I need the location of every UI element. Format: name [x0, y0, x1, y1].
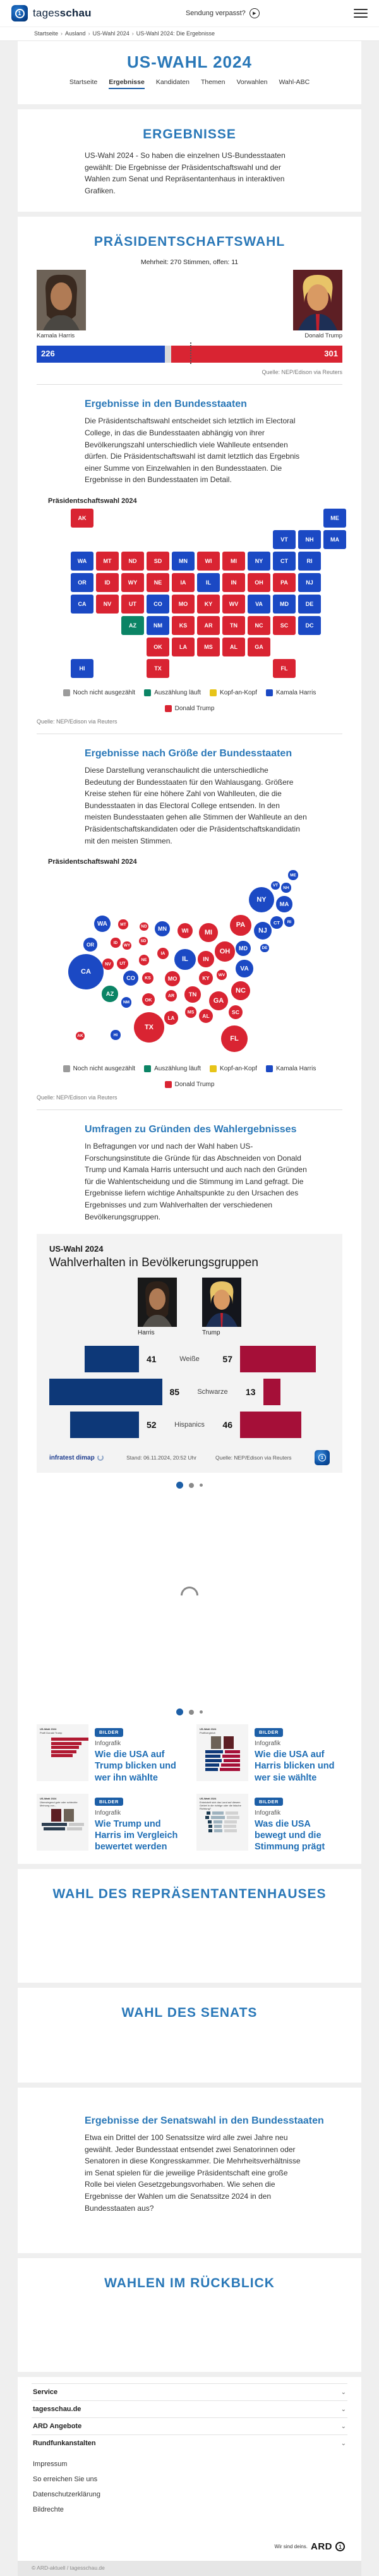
state-bubble-MI[interactable]: MI	[199, 923, 217, 941]
chevron-down-icon: ⌄	[340, 2440, 346, 2447]
state-DE[interactable]: DE	[298, 595, 321, 614]
state-MA[interactable]: MA	[323, 530, 346, 549]
harris-value: 41	[147, 1354, 157, 1365]
chevron-down-icon: ⌄	[340, 2422, 346, 2430]
size-intro: Diese Darstellung veranschaulicht die unterschiedliche Bedeutung der Bundesstaaten für den Wahlausgang. Größere Kreise stehen für eine höhere Zahl von Wahlleuten, die die Bundesstaaten in das Electoral College entsenden. In den meisten Bundesstaaten gehen alle Stimmen der Wahlleute an den Präsidentschaftskandidaten oder die Präsidentschaftskandidatin mit den meisten Stimmen.	[85, 765, 307, 845]
legend-item: Donald Trump	[165, 705, 215, 712]
state-bubble-ID[interactable]: ID	[111, 938, 120, 947]
ergebnisse-intro: US-Wahl 2024 - So haben die einzelnen US-Bundesstaaten gewählt: Die Ergebnisse der Präsidentschaftswahl und der Wahlen zum Senat und Repräsentantenhaus in interaktiven Grafiken.	[85, 151, 286, 195]
state-bubble-KY[interactable]: KY	[199, 971, 212, 984]
state-bubble-NE[interactable]: NE	[139, 955, 150, 965]
state-FL[interactable]: FL	[273, 659, 296, 678]
teaser-kicker: Infografik	[255, 1809, 281, 1817]
top-bar	[0, 0, 379, 27]
polls-intro: In Befragungen vor und nach der Wahl haben US-Forschungsinstitute die Gründe für das Abschneiden von Donald Trump und Kamala Harris untersucht und auch nach den Gründen für die Wahlentscheidung und die Stimmung im Land gefragt. Die Ergebnisse liefern wichtige Anhaltspunkte zu den Ursachen des Ergebnisses und zum Wahlverhalten der verschiedenen Bevölkerungsgruppen.	[85, 1142, 307, 1221]
state-bubble-LA[interactable]: LA	[164, 1011, 177, 1024]
breadcrumb-item[interactable]: Startseite	[34, 30, 59, 37]
state-bubble-UT[interactable]: UT	[117, 958, 129, 970]
state-VA[interactable]: VA	[248, 595, 270, 614]
carousel-dot[interactable]	[189, 1483, 194, 1488]
electoral-bar[interactable]	[37, 346, 342, 363]
trump-thumb-label: Trump	[202, 1329, 220, 1337]
state-SD[interactable]: SD	[147, 552, 169, 571]
state-CT[interactable]: CT	[273, 552, 296, 571]
senat-section	[18, 1988, 361, 2083]
trump-segment	[171, 346, 342, 363]
harris-value: 85	[169, 1387, 180, 1398]
state-OH[interactable]: OH	[248, 573, 270, 592]
state-UT[interactable]: UT	[121, 595, 144, 614]
state-MT[interactable]: MT	[96, 552, 119, 571]
loading-area	[37, 1491, 342, 1700]
state-MO[interactable]: MO	[172, 595, 195, 614]
bubble-chart-label: Präsidentschaftswahl 2024	[48, 858, 137, 866]
bilder-badge: BILDER	[255, 1728, 283, 1737]
state-IN[interactable]: IN	[222, 573, 245, 592]
legend-item: Kamala Harris	[266, 689, 316, 696]
state-bubble-NC[interactable]: NC	[231, 981, 250, 1000]
demo-category: Weiße	[179, 1355, 200, 1364]
teaser-item-4[interactable]	[196, 1794, 342, 1853]
state-bubble-NM[interactable]: NM	[121, 997, 132, 1008]
map-chart-label: Präsidentschaftswahl 2024	[48, 497, 137, 505]
bubble-legend	[37, 1065, 342, 1088]
carousel-dot-active[interactable]	[176, 1482, 183, 1489]
bubble-source: Quelle: NEP/Edison via Reuters	[37, 1094, 117, 1101]
state-VT[interactable]: VT	[273, 530, 296, 549]
trump-name: Donald Trump	[304, 332, 342, 340]
footer-link[interactable]: Bildrechte	[33, 2506, 64, 2513]
state-bubble-HI[interactable]: HI	[111, 1030, 120, 1039]
map-legend	[37, 689, 342, 712]
teaser-thumbnail: US-Wahl 2024 Entwickelt sich das Land auf diesem Gebiet in die richtige oder die falsche Richtung?	[196, 1794, 248, 1851]
repraesentantenhaus-section	[18, 1869, 361, 1983]
state-PA[interactable]: PA	[273, 573, 296, 592]
state-bubble-OK[interactable]: OK	[142, 993, 155, 1006]
carousel-dot[interactable]	[200, 1710, 203, 1714]
demo-category: Schwarze	[197, 1388, 228, 1396]
legend-item: Donald Trump	[165, 1081, 215, 1088]
tab-themen[interactable]: Themen	[200, 78, 226, 86]
states-intro: Die Präsidentschaftswahl entscheidet sich letztlich im Electoral College, in das die Bundesstaaten abhängig von ihrer Bevölkerungszahl unterschiedlich viele Wahlleute entsenden dürfen. Die Präsidentschaftswahl ist damit letztlich das Ergebnis einer Summe von Einzelwahlen in den Bundesstaaten. Die Ergebnisse in den Bundesstaaten im Detail.	[85, 416, 300, 485]
brand-wordmark[interactable]: tagesschau	[33, 7, 92, 19]
state-bubble-DE[interactable]: DE	[260, 944, 268, 952]
us-states-map[interactable]	[71, 509, 349, 683]
states-heading: Ergebnisse in den Bundesstaaten	[85, 399, 247, 410]
state-bubble-OH[interactable]: OH	[215, 941, 234, 961]
state-CA[interactable]: CA	[71, 595, 93, 614]
open-segment	[165, 346, 171, 363]
trump-portrait-image	[293, 270, 342, 330]
bilder-badge: BILDER	[95, 1798, 123, 1806]
state-bubble-ME[interactable]: ME	[288, 870, 298, 880]
breadcrumb-item[interactable]: US-Wahl 2024	[92, 30, 129, 37]
footer-accordion-tagesschau-de[interactable]: tagesschau.de ⌄	[32, 2400, 347, 2417]
size-heading: Ergebnisse nach Größe der Bundesstaaten	[85, 747, 292, 759]
tab-startseite[interactable]: Startseite	[69, 78, 98, 86]
tagesschau-logo-icon[interactable]: 1	[11, 5, 28, 21]
ard-logo-text: ARD	[311, 2541, 332, 2552]
repraesentantenhaus-title: WAHL DES REPRÄSENTANTENHAUSES	[52, 1887, 327, 1901]
state-ID[interactable]: ID	[96, 573, 119, 592]
demo-category: Hispanics	[174, 1421, 205, 1429]
harris-bar	[70, 1412, 139, 1438]
state-bubble-FL[interactable]: FL	[221, 1025, 248, 1052]
state-bubble-MS[interactable]: MS	[185, 1007, 197, 1019]
source-note: Quelle: NEP/Edison via Reuters	[262, 369, 342, 376]
footer-link[interactable]: So erreichen Sie uns	[33, 2476, 98, 2483]
state-SC[interactable]: SC	[273, 616, 296, 635]
section-tabs	[37, 78, 342, 93]
state-NY[interactable]: NY	[248, 552, 270, 571]
harris-thumb-label: Harris	[138, 1329, 155, 1337]
tab-ergebnisse[interactable]: Ergebnisse	[109, 78, 145, 89]
footer-link[interactable]: Impressum	[33, 2460, 68, 2468]
legend-item: Noch nicht ausgezählt	[63, 1065, 135, 1072]
ergebnisse-title: ERGEBNISSE	[143, 127, 236, 142]
footer-accordion-service[interactable]: Service ⌄	[32, 2383, 347, 2400]
state-AL[interactable]: AL	[222, 638, 245, 656]
legend-item: Auszählung läuft	[144, 689, 201, 696]
state-IL[interactable]: IL	[197, 573, 220, 592]
ard-brand	[32, 2520, 347, 2561]
legend-item: Kamala Harris	[266, 1065, 316, 1072]
trump-bar	[263, 1379, 280, 1405]
state-RI[interactable]: RI	[298, 552, 321, 571]
teaser-item-2[interactable]	[196, 1724, 342, 1783]
trump-thumb-photo	[202, 1278, 241, 1336]
rueckblick-title: WAHLEN IM RÜCKBLICK	[104, 2276, 275, 2290]
trump-photo	[293, 270, 342, 339]
teaser-item-3[interactable]	[37, 1794, 183, 1853]
teaser-thumbnail: US-Wahl 2024 Profil Donald Trump	[37, 1724, 88, 1781]
ard-one-icon: 1	[335, 2542, 345, 2551]
state-bubble-IL[interactable]: IL	[174, 949, 195, 970]
state-bubble-SC[interactable]: SC	[229, 1005, 243, 1020]
teaser-thumbnail: US-Wahl 2024 Überwiegend gute oder schlechte Meinung von...	[37, 1794, 88, 1851]
state-bubble-CT[interactable]: CT	[270, 916, 283, 929]
state-bubble-AR[interactable]: AR	[165, 990, 177, 1002]
state-bubble-MA[interactable]: MA	[276, 896, 292, 912]
demographics-chart	[49, 1343, 330, 1441]
state-NJ[interactable]: NJ	[298, 573, 321, 592]
carousel-dot[interactable]	[189, 1710, 194, 1715]
harris-photo	[37, 270, 86, 339]
state-bubble-PA[interactable]: PA	[230, 915, 251, 936]
state-HI[interactable]: HI	[71, 659, 93, 678]
state-bubble-KS[interactable]: KS	[142, 972, 154, 984]
copyright-bar: © ARD-aktuell / tagesschau.de	[18, 2561, 361, 2576]
state-MS[interactable]: MS	[197, 638, 220, 656]
state-NV[interactable]: NV	[96, 595, 119, 614]
state-TN[interactable]: TN	[222, 616, 245, 635]
rueckblick-section	[18, 2258, 361, 2372]
state-bubble-WA[interactable]: WA	[94, 916, 111, 932]
map-source: Quelle: NEP/Edison via Reuters	[37, 718, 117, 725]
majority-marker	[190, 342, 191, 364]
state-bubble-WV[interactable]: WV	[217, 970, 226, 979]
harris-name: Kamala Harris	[37, 332, 75, 340]
page-title: US-WAHL 2024	[127, 52, 252, 71]
chevron-down-icon: ⌄	[340, 2405, 346, 2413]
demo-row-Schwarze	[49, 1376, 330, 1408]
state-bubble-GA[interactable]: GA	[209, 991, 228, 1010]
state-bubble-WI[interactable]: WI	[177, 923, 193, 938]
state-bubble-OR[interactable]: OR	[83, 938, 97, 951]
state-NC[interactable]: NC	[248, 616, 270, 635]
state-NE[interactable]: NE	[147, 573, 169, 592]
legend-item: Auszählung läuft	[144, 1065, 201, 1072]
state-bubble-CA[interactable]: CA	[68, 954, 104, 989]
state-MI[interactable]: MI	[222, 552, 245, 571]
state-bubble-AZ[interactable]: AZ	[102, 986, 117, 1001]
teaser-grid	[37, 1724, 342, 1853]
state-CO[interactable]: CO	[147, 595, 169, 614]
state-WY[interactable]: WY	[121, 573, 144, 592]
chevron-down-icon: ⌄	[340, 2388, 346, 2396]
harris-segment	[37, 346, 165, 363]
state-KS[interactable]: KS	[172, 616, 195, 635]
loading-spinner-icon	[177, 1583, 202, 1608]
state-NH[interactable]: NH	[298, 530, 321, 549]
state-TX[interactable]: TX	[147, 659, 169, 678]
state-bubble-MN[interactable]: MN	[155, 921, 170, 936]
state-ND[interactable]: ND	[121, 552, 144, 571]
polls-heading: Umfragen zu Gründen des Wahlergebnisses	[85, 1124, 297, 1135]
carousel-dot-active[interactable]	[176, 1708, 183, 1715]
teaser-kicker: Infografik	[255, 1740, 281, 1748]
footer	[18, 2377, 361, 2561]
state-NM[interactable]: NM	[147, 616, 169, 635]
state-bubble-AL[interactable]: AL	[199, 1009, 214, 1024]
state-MN[interactable]: MN	[172, 552, 195, 571]
legend-item: Kopf-an-Kopf	[210, 1065, 257, 1072]
carousel-dots-2	[37, 1708, 342, 1715]
carousel-dots	[37, 1482, 342, 1489]
ard-tagline: Wir sind deins.	[274, 2544, 308, 2549]
teaser-thumbnail: US-Wahl 2024 Profilvergleich	[196, 1724, 248, 1781]
hamburger-menu-icon[interactable]	[354, 9, 368, 18]
state-bubble-MO[interactable]: MO	[165, 971, 180, 986]
infographic-source: Quelle: NEP/Edison via Reuters	[215, 1454, 292, 1461]
state-OK[interactable]: OK	[147, 638, 169, 656]
teaser-kicker: Infografik	[95, 1740, 121, 1748]
trump-value: 13	[245, 1387, 256, 1398]
state-WV[interactable]: WV	[222, 595, 245, 614]
teaser-title[interactable]: Wie Trump und Harris im Vergleich bewertet werden	[95, 1818, 178, 1852]
harris-bar	[85, 1346, 139, 1372]
state-bubble-ND[interactable]: ND	[140, 922, 148, 931]
state-AK[interactable]: AK	[71, 509, 93, 528]
senatswahl-section	[18, 2088, 361, 2253]
stand-note: Stand: 06.11.2024, 20:52 Uhr	[126, 1454, 197, 1461]
teaser-title[interactable]: Wie die USA auf Trump blicken und wer ihn wählte	[95, 1750, 176, 1783]
state-IA[interactable]: IA	[172, 573, 195, 592]
state-bubble-NJ[interactable]: NJ	[254, 922, 272, 940]
teaser-item-1[interactable]	[37, 1724, 183, 1783]
state-bubble-WY[interactable]: WY	[123, 941, 131, 950]
footer-accordion-rundfunkanstalten[interactable]: Rundfunkanstalten ⌄	[32, 2434, 347, 2452]
legend-item: Kopf-an-Kopf	[210, 689, 257, 696]
praesidentschaftswahl-section	[18, 217, 361, 1864]
trump-bar	[240, 1412, 301, 1438]
state-bubble-AK[interactable]: AK	[76, 1032, 84, 1040]
harris-value: 52	[147, 1420, 157, 1430]
state-DC[interactable]: DC	[298, 616, 321, 635]
praesidentschaftswahl-title: PRÄSIDENTSCHAFTSWAHL	[93, 234, 286, 250]
footer-accordion-ard-angebote[interactable]: ARD Angebote ⌄	[32, 2417, 347, 2434]
state-bubble-VT[interactable]: VT	[271, 881, 279, 890]
harris-ev-value: 226	[41, 349, 55, 359]
state-bubble-IA[interactable]: IA	[157, 948, 169, 960]
trump-value: 46	[222, 1420, 232, 1430]
state-GA[interactable]: GA	[248, 638, 270, 656]
tab-wahl-abc[interactable]: Wahl-ABC	[279, 78, 310, 86]
state-bubble-VA[interactable]: VA	[236, 960, 253, 977]
footer-link[interactable]: Datenschutzerklärung	[33, 2491, 101, 2498]
harris-portrait-image	[37, 270, 86, 330]
senatswahl-intro: Etwa ein Drittel der 100 Senatssitze wird alle zwei Jahre neu gewählt. Jeder Bundesstaat entsendet zwei Senatorinnen oder Senatoren in diese Kongresskammer. Die Mehrheitsverhältnisse im Senat spielen für die jeweilige Präsidentschaft eine große Rolle bei vielen Gesetzgebungsvorhaben. Wie sehen die Ergebnisse der Wahlen um die Senatssitze 2024 in den Bundesstaaten aus?	[85, 2133, 301, 2213]
state-bubble-NY[interactable]: NY	[249, 887, 274, 912]
play-icon: ▶	[250, 8, 260, 18]
state-WA[interactable]: WA	[71, 552, 93, 571]
harris-thumb-photo	[138, 1278, 177, 1336]
demo-row-Weiße	[49, 1343, 330, 1376]
tab-kandidaten[interactable]: Kandidaten	[155, 78, 190, 86]
ard-mini-logo: 1	[315, 1450, 330, 1465]
teaser-kicker: Infografik	[95, 1809, 121, 1817]
state-bubble-MD[interactable]: MD	[236, 941, 251, 956]
state-bubble-TX[interactable]: TX	[134, 1012, 164, 1043]
state-AZ[interactable]: AZ	[121, 616, 144, 635]
breadcrumb: Startseite › Ausland › US-Wahl 2024 › US-Wahl 2024: Die Ergebnisse	[0, 27, 379, 41]
state-OR[interactable]: OR	[71, 573, 93, 592]
trump-ev-value: 301	[324, 349, 338, 359]
bilder-badge: BILDER	[95, 1728, 123, 1737]
senat-title: WAHL DES SENATS	[121, 2005, 258, 2020]
teaser-title[interactable]: Wie die USA auf Harris blicken und wer sie wählte	[255, 1750, 335, 1783]
tab-vorwahlen[interactable]: Vorwahlen	[236, 78, 268, 86]
majority-note: Mehrheit: 270 Stimmen, offen: 11	[140, 258, 239, 267]
ergebnisse-section	[18, 109, 361, 212]
senatswahl-heading: Ergebnisse der Senatswahl in den Bundesstaaten	[85, 2115, 324, 2126]
demo-row-Hispanics	[49, 1408, 330, 1441]
state-KY[interactable]: KY	[197, 595, 220, 614]
breadcrumb-item[interactable]: US-Wahl 2024: Die Ergebnisse	[136, 30, 215, 37]
missed-broadcast-link[interactable]: Sendung verpasst? ▶	[186, 8, 260, 18]
legend-item: Noch nicht ausgezählt	[63, 689, 135, 696]
state-bubble-SD[interactable]: SD	[139, 937, 147, 945]
us-states-bubble-map[interactable]	[66, 869, 356, 1059]
state-bubble-MT[interactable]: MT	[118, 919, 128, 929]
state-bubble-IN[interactable]: IN	[198, 951, 214, 967]
infographic-card[interactable]	[37, 1234, 342, 1473]
state-bubble-TN[interactable]: TN	[184, 986, 200, 1002]
trump-value: 57	[222, 1354, 232, 1365]
state-bubble-CO[interactable]: CO	[123, 971, 138, 986]
infographic-kicker: US-Wahl 2024	[49, 1244, 104, 1254]
infratest-dimap-logo: infratest dimap	[49, 1454, 104, 1461]
carousel-dot[interactable]	[200, 1484, 203, 1487]
breadcrumb-item[interactable]: Ausland	[65, 30, 86, 37]
state-bubble-NH[interactable]: NH	[281, 883, 291, 892]
infographic-title: Wahlverhalten in Bevölkerungsgruppen	[49, 1256, 258, 1270]
state-AR[interactable]: AR	[197, 616, 220, 635]
state-bubble-RI[interactable]: RI	[284, 917, 294, 926]
state-MD[interactable]: MD	[273, 595, 296, 614]
state-ME[interactable]: ME	[323, 509, 346, 528]
state-LA[interactable]: LA	[172, 638, 195, 656]
state-bubble-NV[interactable]: NV	[102, 958, 114, 971]
state-WI[interactable]: WI	[197, 552, 220, 571]
teaser-title[interactable]: Was die USA bewegt und die Stimmung prägt	[255, 1818, 325, 1852]
harris-bar	[49, 1379, 162, 1405]
title-section	[18, 41, 361, 104]
bilder-badge: BILDER	[255, 1798, 283, 1806]
trump-bar	[240, 1346, 316, 1372]
